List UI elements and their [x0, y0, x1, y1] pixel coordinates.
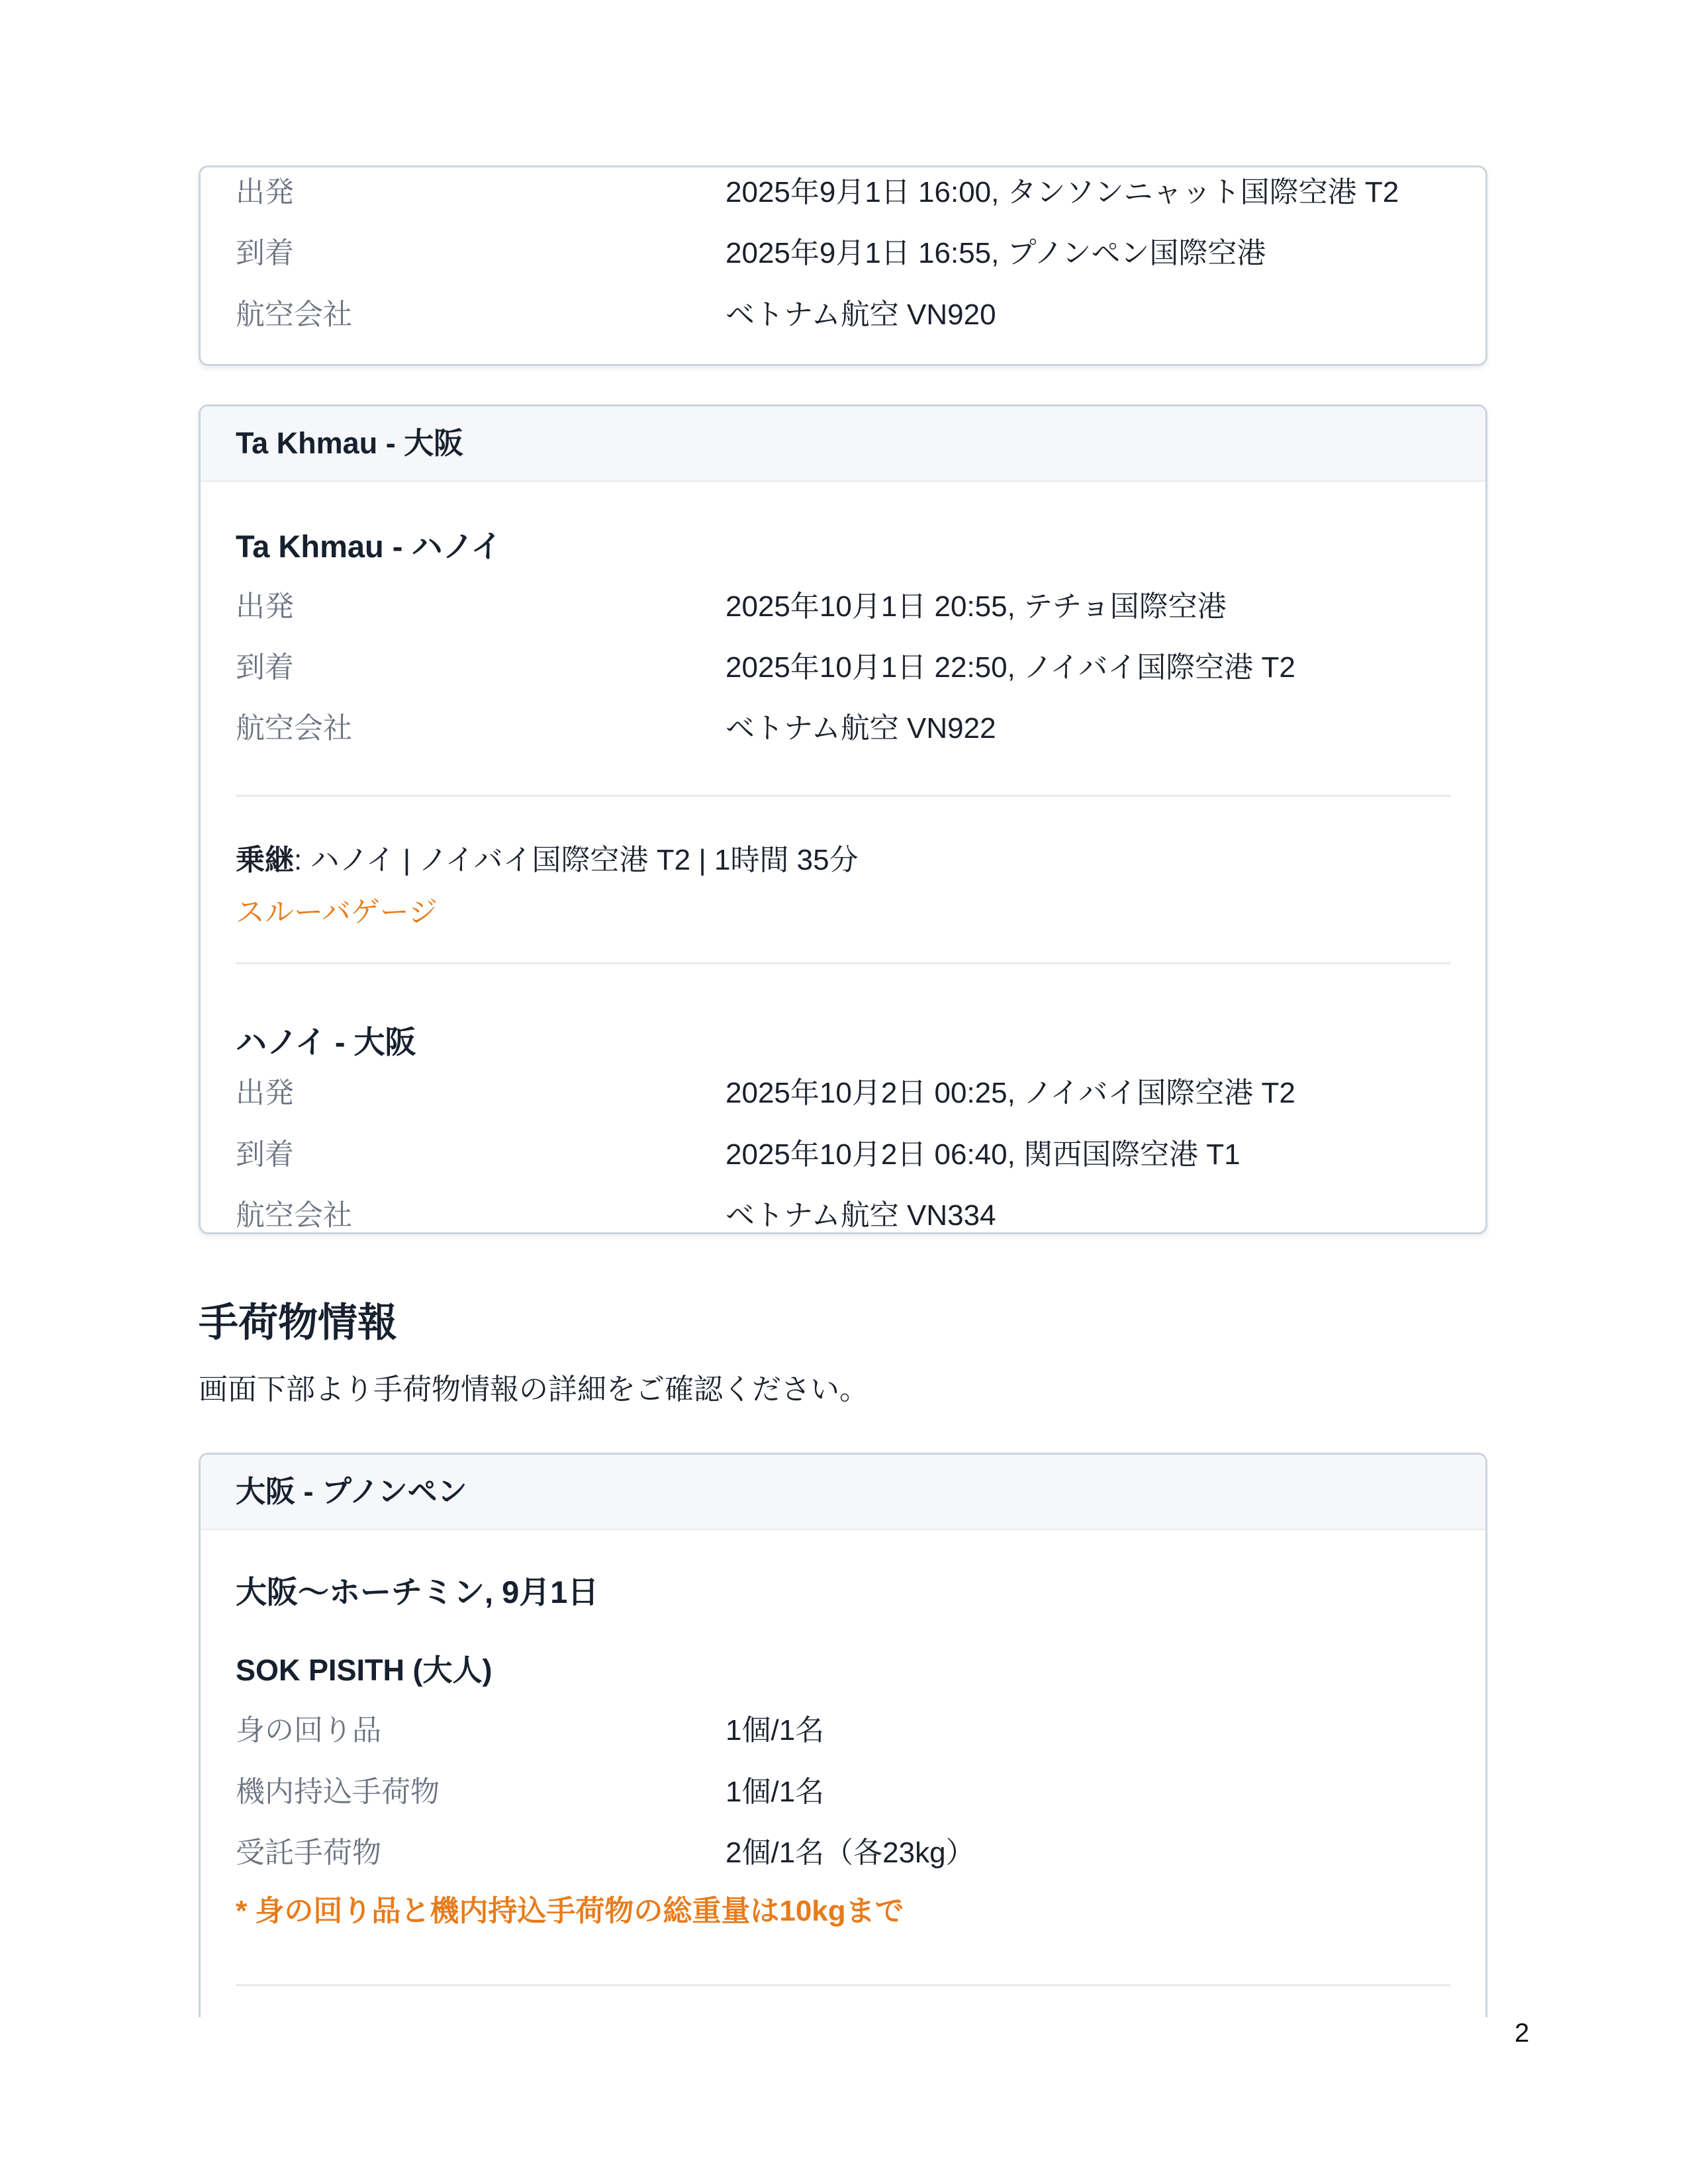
flight-row-arrival	[201, 652, 1485, 684]
flight-row-departure	[201, 177, 1485, 208]
divider	[236, 1984, 1450, 1986]
card-title: Ta Khmau - 大阪	[236, 426, 464, 461]
flight-row-airline	[201, 299, 1485, 331]
passenger-name: SOK PISITH (大人)	[236, 1653, 492, 1687]
route-heading: 大阪〜ホーチミン, 9月1日	[236, 1574, 599, 1610]
row-value: ベトナム航空 VN922	[726, 712, 996, 745]
baggage-weight-note: * 身の回り品と機内持込手荷物の総重量は10kgまで	[236, 1895, 904, 1928]
baggage-row-personal-item	[201, 1715, 1485, 1747]
row-label: 機内持込手荷物	[236, 1775, 440, 1808]
divider	[236, 795, 1450, 797]
row-label: 航空会社	[236, 712, 352, 745]
row-value: ベトナム航空 VN920	[726, 298, 996, 331]
row-label: 出発	[236, 1077, 294, 1110]
row-label: 身の回り品	[236, 1714, 381, 1747]
row-label: 航空会社	[236, 1199, 352, 1232]
flight-card-takhmau-osaka	[199, 404, 1487, 1234]
row-value: 1個/1名	[726, 1714, 825, 1747]
layover-text: : ハノイ | ノイバイ国際空港 T2 | 1時間 35分	[294, 843, 859, 876]
flight-row-arrival	[201, 1139, 1485, 1171]
row-label: 到着	[236, 237, 294, 270]
flight-row-departure	[201, 591, 1485, 623]
baggage-row-checked	[201, 1837, 1485, 1869]
row-label: 受託手荷物	[236, 1836, 381, 1869]
baggage-row-carry-on	[201, 1776, 1485, 1808]
divider	[236, 962, 1450, 964]
row-value: ベトナム航空 VN334	[726, 1199, 996, 1232]
flight-row-arrival	[201, 238, 1485, 269]
card-header	[201, 406, 1485, 482]
card-title: 大阪 - プノンペン	[236, 1475, 467, 1509]
row-label: 出発	[236, 176, 294, 208]
flight-row-airline	[201, 1200, 1485, 1232]
baggage-section-description: 画面下部より手荷物情報の詳細をご確認ください。	[199, 1373, 868, 1406]
flight-segment-card-continuation	[199, 165, 1487, 366]
row-label: 到着	[236, 1138, 294, 1171]
row-value: 2025年9月1日 16:55, プノンペン国際空港	[726, 237, 1266, 270]
row-value: 2025年10月2日 06:40, 関西国際空港 T1	[726, 1138, 1241, 1171]
flight-row-departure	[201, 1077, 1485, 1109]
row-value: 2025年9月1日 16:00, タンソンニャット国際空港 T2	[726, 176, 1399, 208]
baggage-section-title: 手荷物情報	[199, 1300, 397, 1345]
row-label: 出発	[236, 590, 294, 623]
page-number: 2	[1515, 2019, 1530, 2048]
segment-heading: ハノイ - 大阪	[236, 1024, 416, 1060]
row-value: 2025年10月2日 00:25, ノイバイ国際空港 T2	[726, 1077, 1295, 1110]
row-value: 1個/1名	[726, 1775, 825, 1808]
row-label: 到着	[236, 651, 294, 684]
row-value: 2025年10月1日 20:55, テチョ国際空港	[726, 590, 1227, 623]
row-label: 航空会社	[236, 298, 352, 331]
through-baggage-note: スルーバゲージ	[236, 896, 438, 929]
layover-label: 乗継	[236, 843, 294, 876]
layover-info	[201, 844, 1485, 876]
baggage-card-osaka-phnompenh	[199, 1453, 1487, 2017]
segment-heading: Ta Khmau - ハノイ	[236, 529, 502, 564]
row-value: 2025年10月1日 22:50, ノイバイ国際空港 T2	[726, 651, 1295, 684]
card-header	[201, 1455, 1485, 1530]
row-value: 2個/1名（各23kg）	[726, 1836, 975, 1869]
flight-row-airline	[201, 713, 1485, 745]
